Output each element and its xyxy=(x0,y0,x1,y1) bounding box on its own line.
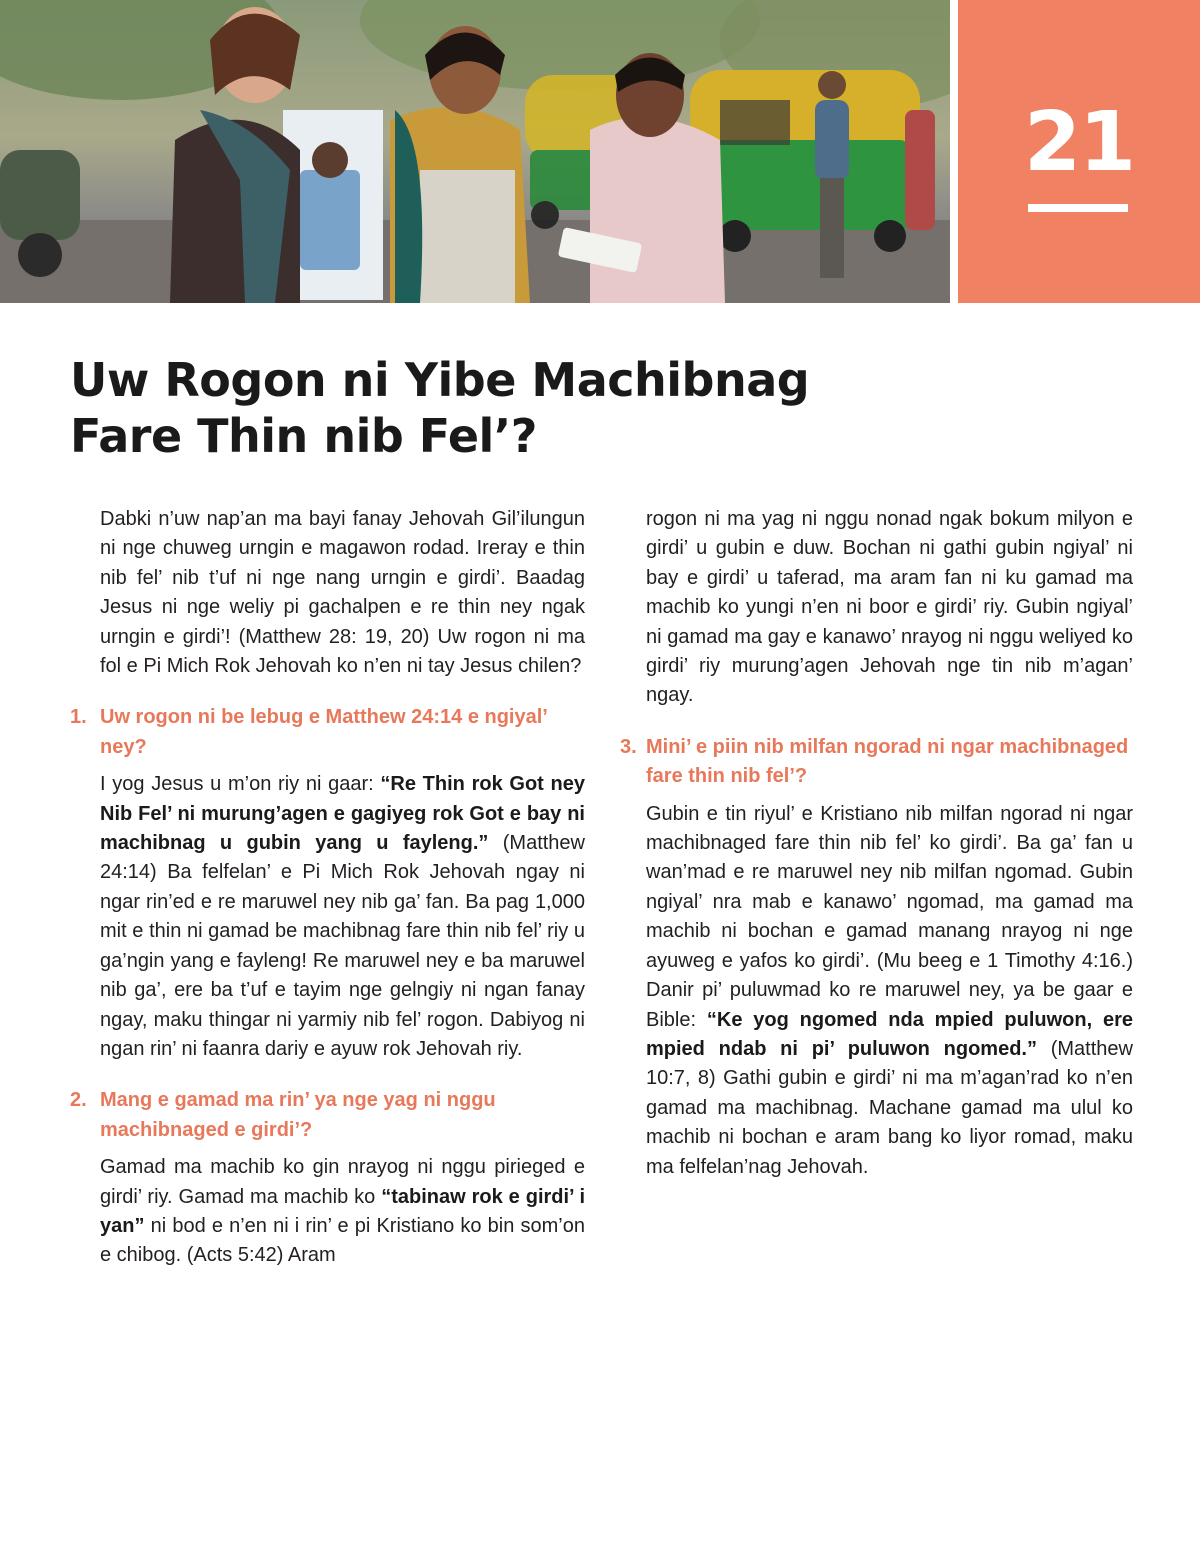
question-text: Mini’ e piin nib milfan ngorad ni ngar machibnaged fare thin nib fel’? xyxy=(646,735,1129,788)
chapter-underline xyxy=(1028,204,1128,212)
question-3 xyxy=(620,733,1133,792)
street-scene-illustration xyxy=(0,0,950,303)
rickshaw-front xyxy=(690,70,920,252)
chapter-number: 21 xyxy=(1023,95,1135,190)
scripture-quote: “Re Thin rok Got ney Nib Fel’ ni murung’agen e gagiyeg rok Got e bay ni machibnag u gubin yang u fayleng.” xyxy=(100,773,585,855)
question-text: Uw rogon ni be lebug e Matthew 24:14 e ngiyal’ ney? xyxy=(100,706,547,758)
scripture-quote: “tabinaw rok e girdi’ i yan” xyxy=(100,1185,585,1237)
chapter-badge xyxy=(958,0,1200,303)
intro-paragraph: Dabki n’uw nap’an ma bayi fanay Jehovah Gil’ilungun ni nge chuweg urngin e magawon rodad. Ireray e thin nib fel’ nib t’uf ni nge nang urngin e girdi’. Baadag Jesus ni nge weliy pi gachalpen e re thin ney ngak urngin e girdi’! (Matthew 28: 19, 20) Uw rogon ni ma fol e Pi Mich Rok Jehovah ko n’en ni tay Jesus chilen? xyxy=(100,508,585,678)
answer-3-paragraph xyxy=(620,800,1133,1182)
question-2 xyxy=(70,1086,585,1145)
title-line-1: Uw Rogon ni Yibe Machibnag xyxy=(70,353,810,407)
answer-2-paragraph xyxy=(70,1153,585,1271)
question-1 xyxy=(70,703,585,762)
header-photo xyxy=(0,0,950,303)
question-number: 2. xyxy=(70,1089,87,1112)
answer-text: Gamad ma machib ko gin nrayog ni nggu pirieged e girdi’ riy. Gamad ma machib ko xyxy=(100,1156,585,1208)
scripture-quote: “Ke yog ngomed nda mpied puluwon, ere mpied ndab ni pi’ puluwon ngomed.” xyxy=(646,1008,1133,1060)
question-text: Mang e gamad ma rin’ ya nge yag ni nggu machibnaged e girdi’? xyxy=(100,1089,496,1141)
answer-text: Gubin e tin riyul’ e Kristiano nib milfan ngorad ni ngar machibnaged fare thin nib fel’ ko girdi’. Ba ga’ fan u wan’mad e re maruwel ney nib milfan ngomad. Gubin ngiyal’ nra mab e kanawo’ ngomad, ma gamad ma machib ni bochan e gamad manang nrayog ni nge ayuweg e yafos ko girdi’. (Mu beeg e 1 Timothy 4:16.) Danir pi’ puluwmad ko re maruwel ney, ya be gaar e Bible: xyxy=(646,802,1133,1031)
left-column xyxy=(70,505,585,1271)
answer-text: I yog Jesus u m’on riy ni gaar: xyxy=(100,773,381,796)
answer-text: (Matthew 24:14) Ba felfelan’ e Pi Mich Rok Jehovah ngay ni ngar rin’ed e re maruwel ney nib ga’ fan. Ba pag 1,000 mit e thin ni gamad be machibnag fare thin nib fel’ riy u ga’ngin yang e fayleng! Re maruwel ney e ba maruwel nib ga’, ere ba t’uf e tayim nge gelngiy ni ngan fanay ngay, maku thingar ni yarmiy nib fel’ rogon. Dabiyog ni ngan rin’ ni faanra dariy e ayuw rok Jehovah riy. xyxy=(100,832,585,1060)
question-number: 3. xyxy=(620,735,637,758)
answer-1-paragraph xyxy=(70,770,585,1064)
question-number: 1. xyxy=(70,706,87,729)
answer-2-continued: rogon ni ma yag ni nggu nonad ngak bokum milyon e girdi’ u gubin e duw. Bochan ni gathi gubin ngiyal’ ni bay e girdi’ u taferad, ma aram fan ni ku gamad ma machib ko yungi n’en ni boor e girdi’ riy. Gubin ngiyal’ ni gamad ma gay e kanawo’ nrayog ni nggu weliyed ko girdi’ riy murung’agen Jehovah nge tin nib m’agan’ ngay. xyxy=(646,508,1133,707)
page-title xyxy=(70,352,970,464)
answer-text: ni bod e n’en ni i rin’ e pi Kristiano ko bin som’on e chibog. (Acts 5:42) Aram xyxy=(100,1214,585,1267)
title-line-2: Fare Thin nib Fel’? xyxy=(70,409,537,463)
answer-text: (Matthew 10:7, 8) Gathi gubin e girdi’ ni ma m’agan’rad ko n’en gamad ma machibnag. Machane gamad ma ulul ko machib ni bochan e aram bang ko liyor romad, maku ma felfelan’nag Jehovah. xyxy=(646,1037,1133,1178)
right-column xyxy=(620,505,1133,1182)
